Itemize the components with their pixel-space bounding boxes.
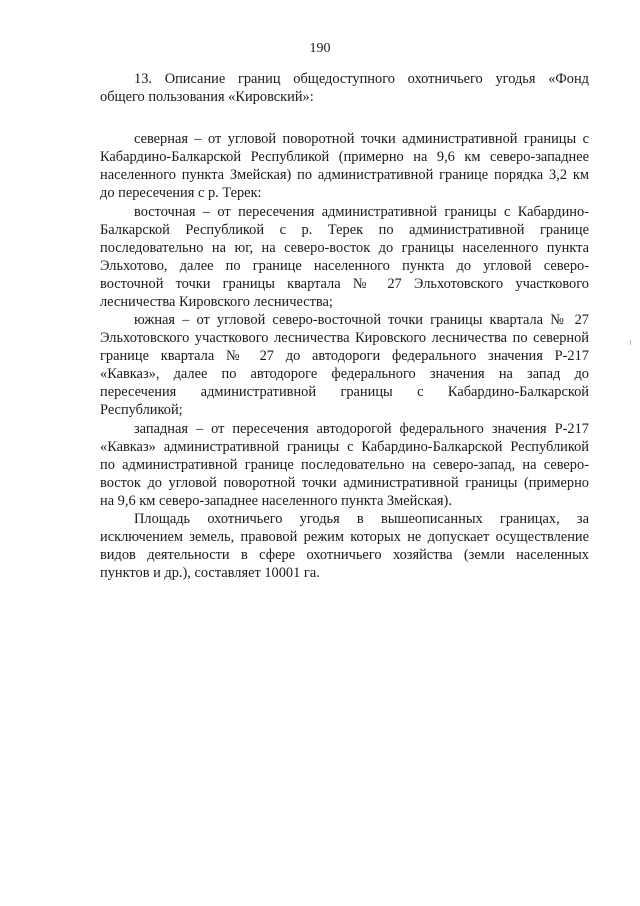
paragraph-line: северная – от угловой поворотной точки административной границы с: [134, 131, 589, 147]
section-heading-line: общего пользования «Кировский»:: [100, 89, 314, 105]
paragraph-line: до пересечения с р. Терек:: [100, 185, 262, 201]
paragraph-line: лесничества Кировского лесничества;: [100, 294, 333, 310]
paragraph-line: Кабардино-Балкарской Республикой (примерно на 9,6 км северо-западнее: [100, 149, 589, 165]
paragraph-line: Площадь охотничьего угодья в вышеописанных границах, за: [134, 511, 589, 527]
paragraph-line: видов деятельности в сфере охотничьего хозяйства (земли населенных: [100, 547, 589, 563]
paragraph-line: последовательно на юг, на северо-восток до границы населенного пункта: [100, 240, 589, 256]
scan-artifact: [630, 340, 631, 345]
paragraph-line: западная – от пересечения автодорогой федерального значения Р-217: [134, 421, 589, 437]
paragraph-line: «Кавказ», далее по автодороге федерального значения на запад до: [100, 366, 589, 382]
page-number: 190: [309, 41, 331, 56]
paragraph-line: пересечения административной границы с Кабардино-Балкарской: [100, 384, 589, 400]
paragraph-line: пунктов и др.), составляет 10001 га.: [100, 565, 320, 581]
paragraph-line: южная – от угловой северо-восточной точки границы квартала № 27: [134, 312, 589, 328]
paragraph-line: Эльхотово, далее по границе населенного пункта до угловой северо-: [100, 258, 589, 274]
paragraph-line: на 9,6 км северо-западнее населенного пункта Змейская).: [100, 493, 452, 509]
paragraph-line: Эльхотовского участкового лесничества Кировского лесничества по северной: [100, 330, 589, 346]
paragraph-line: восток до угловой поворотной точки административной границы (примерно: [100, 475, 589, 491]
paragraph-line: исключением земель, правовой режим которых не допускает осуществление: [100, 529, 589, 545]
paragraph-line: Балкарской Республикой с р. Терек по административной границе: [100, 222, 589, 238]
paragraph-line: Республикой;: [100, 402, 183, 418]
paragraph-line: восточная – от пересечения административной границы с Кабардино-: [134, 204, 589, 220]
paragraph-line: восточной точки границы квартала № 27 Эльхотовского участкового: [100, 276, 589, 292]
paragraph-line: по административной границе последовательно на северо-запад, на северо-: [100, 457, 589, 473]
paragraph-line: границе квартала № 27 до автодороги федерального значения Р-217: [100, 348, 589, 364]
section-heading-line: 13. Описание границ общедоступного охотничьего угодья «Фонд: [134, 71, 589, 87]
paragraph-line: населенного пункта Змейская) по административной границе порядка 3,2 км: [100, 167, 589, 183]
paragraph-line: «Кавказ» административной границы с Кабардино-Балкарской Республикой: [100, 439, 589, 455]
